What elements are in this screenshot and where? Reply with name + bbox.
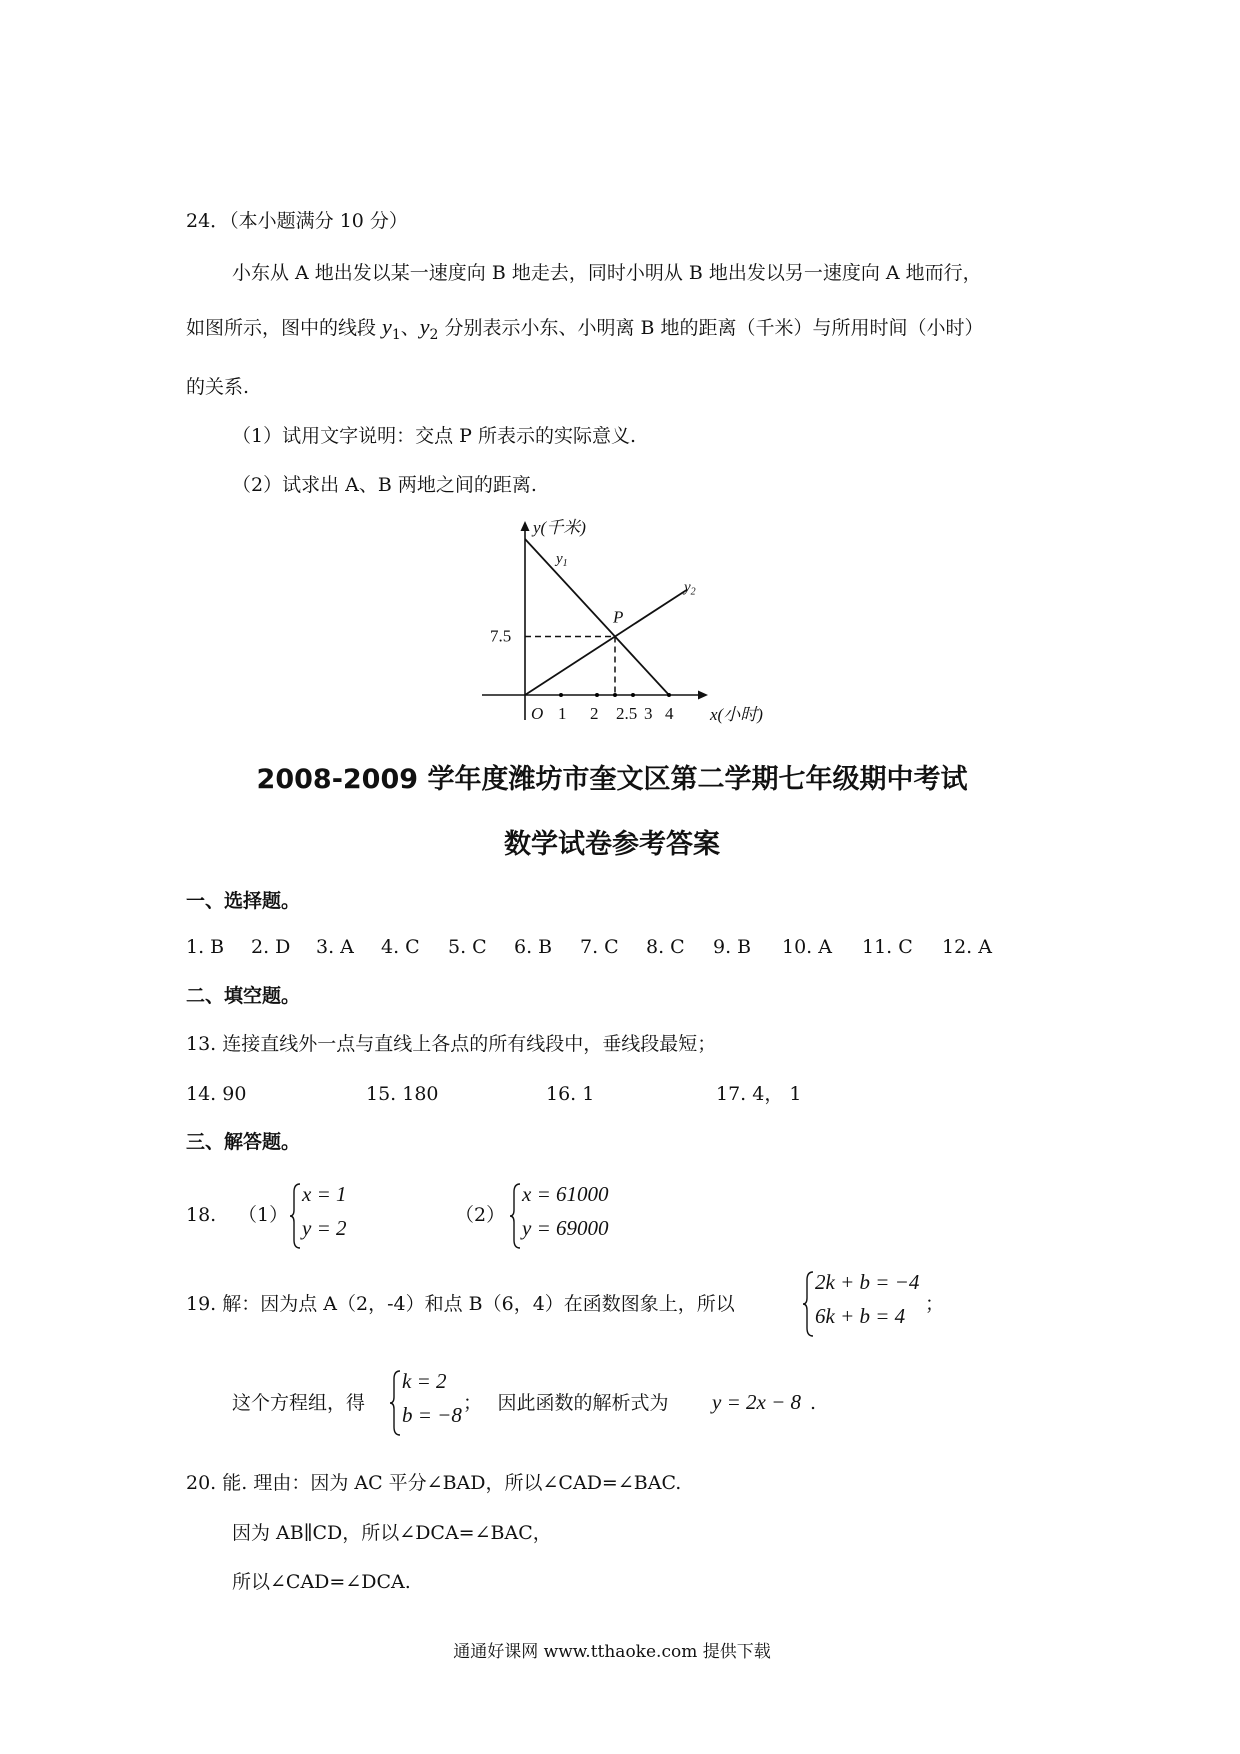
series-lines: [525, 539, 687, 695]
q24-sep: 、: [400, 317, 420, 339]
section-solve-heading: 三、解答题。: [186, 1131, 301, 1153]
choice-answer: 10. A: [782, 936, 832, 958]
q18-s2-row2: y = 69000: [522, 1216, 609, 1240]
q19-sys-row2: 6k + b = 4: [815, 1304, 906, 1328]
q19-sys-row1: 2k + b = −4: [815, 1270, 920, 1294]
q15-answer: 15. 180: [366, 1083, 439, 1105]
choice-answer: 12. A: [942, 936, 992, 958]
series-line-y1: [525, 539, 669, 695]
q19-semicolon: ；: [925, 1293, 945, 1315]
q19-line2-mid: ； 因此函数的解析式为: [463, 1392, 669, 1414]
q24-line2-pre: 如图所示，图中的线段: [186, 317, 383, 339]
q19-function: y = 2x − 8: [712, 1390, 801, 1414]
q18-s2-row1: x = 61000: [522, 1182, 609, 1206]
x-tick-label: 2: [590, 704, 599, 723]
series-label-y2: $y_2$: [684, 579, 696, 598]
origin-label: O: [531, 704, 544, 723]
x-tick-dot: [667, 693, 671, 697]
brace-icon: [803, 1270, 815, 1338]
q14-answer: 14. 90: [186, 1083, 247, 1105]
series-label-subscript: 2: [690, 586, 696, 598]
axes: [482, 527, 702, 720]
distance-time-graph: [480, 515, 780, 730]
q24-line2: [186, 315, 984, 347]
x-axis-arrow: [698, 691, 708, 700]
q19-period: .: [810, 1392, 817, 1414]
q17-answer: 17. 4， 1: [716, 1083, 802, 1105]
y2-symbol: y: [419, 314, 430, 339]
q24-line3: 的关系.: [186, 376, 250, 398]
series-label-y1: $y_1$: [556, 551, 568, 570]
q19-line2-pre: 这个方程组，得: [232, 1392, 366, 1414]
q18-part1-label: （1）: [238, 1204, 289, 1226]
section-fill-heading: 二、填空题。: [186, 985, 301, 1007]
choice-answer: 1. B: [186, 936, 225, 958]
x-tick-dot: [595, 693, 599, 697]
q24-sub2: （2）试求出 A、B 两地之间的距离.: [232, 474, 537, 496]
choice-answer: 7. C: [580, 936, 619, 958]
y1-subscript: 1: [391, 326, 401, 343]
q19-text: 19. 解：因为点 A（2，-4）和点 B（6，4）在函数图象上，所以: [186, 1293, 735, 1315]
q18-label: 18.: [186, 1204, 217, 1226]
q20-line1: 20. 能. 理由：因为 AC 平分∠BAD，所以∠CAD=∠BAC.: [186, 1472, 682, 1494]
x-tick-label: 1: [558, 704, 567, 723]
q24-line1: 小东从 A 地出发以某一速度向 B 地走去，同时小明从 B 地出发以另一速度向 A 地而行，: [232, 262, 982, 284]
y1-symbol: y: [382, 314, 392, 339]
q18-s1-row2: y = 2: [302, 1216, 347, 1240]
page-footer: 通通好课网 www.tthaoke.com 提供下载: [453, 1642, 771, 1662]
x-tick-label: 4: [665, 704, 674, 723]
choice-answer: 6. B: [514, 936, 553, 958]
choice-answer: 11. C: [862, 936, 913, 958]
x-tick-dot: [631, 693, 635, 697]
q13-answer: 13. 连接直线外一点与直线上各点的所有线段中，垂线段最短；: [186, 1033, 717, 1055]
q20-line2: 因为 AB∥CD，所以∠DCA=∠BAC，: [232, 1522, 552, 1544]
y2-subscript: 2: [429, 326, 439, 343]
choice-answer: 3. A: [316, 936, 354, 958]
answer-title-1: 2008-2009 学年度潍坊市奎文区第二学期七年级期中考试: [256, 764, 968, 795]
q20-line3: 所以∠CAD=∠DCA.: [232, 1571, 411, 1593]
section-choice-heading: 一、选择题。: [186, 890, 301, 912]
brace-icon: [390, 1369, 402, 1437]
intersection-label: P: [613, 607, 624, 627]
q19-sol-row1: k = 2: [402, 1369, 447, 1393]
q24-header: 24．（本小题满分 10 分）: [186, 210, 408, 232]
q24-line2-post: 分别表示小东、小明离 B 地的距离（千米）与所用时间（小时）: [438, 317, 984, 339]
q19-sol-row2: b = −8: [402, 1403, 462, 1427]
x-tick-dot: [613, 693, 617, 697]
brace-icon: [290, 1182, 302, 1250]
q16-answer: 16. 1: [546, 1083, 595, 1105]
choice-answer: 9. B: [713, 936, 752, 958]
choice-answer: 2. D: [251, 936, 291, 958]
choice-answer: 4. C: [381, 936, 420, 958]
y-tick-label: 7.5: [490, 626, 512, 646]
x-axis-label: x(小时): [710, 705, 763, 724]
q14-17-answers: [186, 1082, 986, 1108]
series-line-y2: [525, 590, 687, 695]
brace-icon: [510, 1182, 522, 1250]
choice-answer: 5. C: [448, 936, 487, 958]
y-axis-label: y(千米): [533, 518, 586, 537]
series-label-subscript: 1: [562, 558, 568, 570]
y-axis-arrow: [521, 521, 530, 531]
choice-answers: [186, 935, 992, 961]
answer-title-2: 数学试卷参考答案: [504, 829, 720, 860]
q24-sub1: （1）试用文字说明：交点 P 所表示的实际意义.: [232, 425, 636, 447]
q18-s1-row1: x = 1: [302, 1182, 347, 1206]
x-tick-label: 2.5: [616, 704, 638, 723]
choice-answer: 8. C: [646, 936, 685, 958]
x-tick-label: 3: [644, 704, 653, 723]
q18-part2-label: （2）: [455, 1204, 506, 1226]
x-tick-dot: [559, 693, 563, 697]
graph-labels: [490, 518, 763, 724]
